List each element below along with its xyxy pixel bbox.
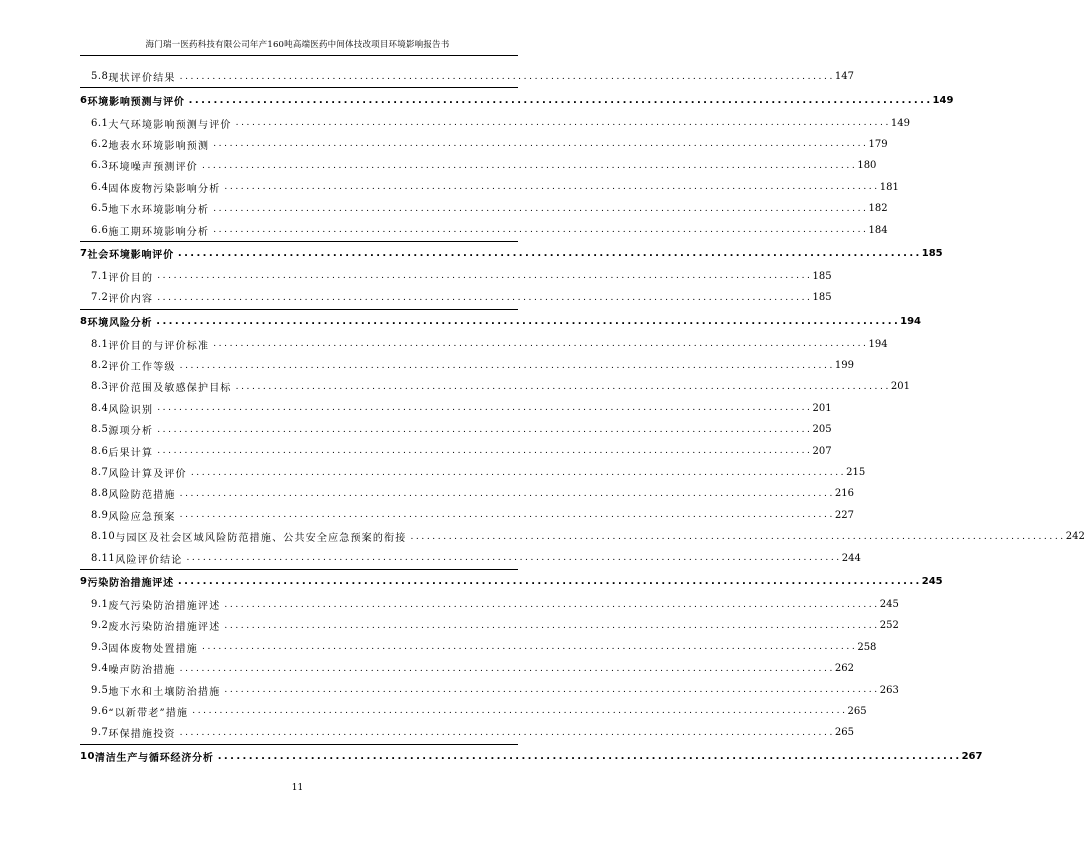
toc-section-entry[interactable] — [80, 594, 899, 615]
toc-entry-title: 风险应急预案 — [108, 511, 176, 523]
toc-entry-title: 风险计算及评价 — [108, 469, 187, 481]
toc-entry-title: 评价范围及敏感保护目标 — [108, 383, 232, 395]
toc-entry-title: 地下水和土壤防治措施 — [108, 686, 221, 698]
toc-entry-title: 污染防治措施评述 — [87, 578, 174, 590]
toc-entry-number: 8.6 — [91, 445, 109, 457]
toc-entry-title: 现状评价结果 — [108, 73, 176, 85]
toc-section-entry[interactable] — [80, 462, 866, 483]
toc-dot-leader: ........................................................................................................................ — [177, 248, 922, 260]
toc-entry-title: 环境风险分析 — [87, 318, 153, 330]
toc-entry-number: 8.9 — [91, 509, 109, 521]
toc-section-entry[interactable] — [80, 355, 855, 376]
toc-entry-page: 207 — [812, 445, 832, 457]
toc-entry-page: 185 — [812, 270, 832, 282]
toc-entry-page: 194 — [868, 338, 888, 350]
toc-chapter-entry[interactable] — [80, 87, 954, 112]
toc-chapter-entry[interactable] — [80, 569, 943, 594]
toc-chapter-entry[interactable] — [80, 241, 943, 266]
toc-entry-page: 179 — [868, 138, 888, 150]
toc-section-entry[interactable] — [80, 177, 899, 198]
toc-dot-leader: ........................................................................................................................ — [188, 94, 933, 106]
toc-entry-page: 262 — [834, 663, 855, 675]
toc-entry-number: 6.3 — [91, 160, 109, 172]
toc-entry-page: 185 — [921, 248, 943, 260]
toc-dot-leader: ........................................................................................................................ — [157, 424, 813, 435]
toc-entry-title: 评价内容 — [108, 294, 154, 306]
toc-section-entry[interactable] — [80, 334, 888, 355]
toc-entry-title: 与园区及社会区域风险防范措施、公共安全应急预案的衔接 — [115, 533, 407, 545]
toc-dot-leader: ........................................................................................................................ — [213, 203, 869, 214]
toc-entry-number: 8 — [80, 316, 88, 328]
toc-section-entry[interactable] — [80, 526, 1085, 547]
toc-entry-page: 244 — [841, 552, 861, 564]
toc-chapter-entry[interactable] — [80, 309, 922, 334]
toc-dot-leader: ........................................................................................................................ — [179, 360, 835, 371]
toc-entry-page: 205 — [812, 424, 832, 436]
toc-entry-number: 8.5 — [91, 424, 109, 436]
toc-section-entry[interactable] — [80, 547, 861, 568]
toc-section-entry[interactable] — [80, 398, 832, 419]
toc-entry-number: 8.3 — [91, 381, 109, 393]
toc-section-entry[interactable] — [80, 679, 899, 700]
toc-entry-page: 258 — [857, 641, 877, 653]
toc-entry-title: 噪声防治措施 — [108, 665, 176, 677]
toc-section-entry[interactable] — [80, 419, 832, 440]
toc-entry-number: 8.8 — [91, 488, 109, 500]
toc-entry-title: 风险防范措施 — [108, 490, 176, 502]
toc-dot-leader: ........................................................................................................................ — [213, 339, 869, 350]
toc-entry-number: 6.5 — [91, 203, 109, 215]
toc-section-entry[interactable] — [80, 219, 888, 240]
toc-entry-number: 9.1 — [91, 599, 109, 610]
toc-entry-number: 9.2 — [91, 620, 109, 632]
toc-entry-title: 施工期环境影响分析 — [108, 226, 210, 238]
toc-dot-leader: ........................................................................................................................ — [179, 488, 835, 499]
toc-entry-title: 废气污染防治措施评述 — [108, 601, 221, 612]
toc-section-entry[interactable] — [80, 134, 888, 155]
toc-entry-title: 废水污染防治措施评述 — [108, 622, 221, 634]
toc-entry-page: 182 — [868, 203, 888, 215]
toc-dot-leader: ........................................................................................................................ — [157, 292, 813, 303]
toc-dot-leader: ........................................................................................................................ — [235, 381, 891, 392]
toc-entry-title: 环境影响预测与评价 — [87, 96, 185, 108]
toc-entry-number: 8.11 — [91, 552, 116, 564]
toc-entry-number: 6.2 — [91, 138, 109, 150]
toc-section-entry[interactable] — [80, 112, 911, 133]
toc-entry-page: 245 — [921, 576, 943, 588]
toc-entry-title: 源项分析 — [108, 426, 154, 438]
toc-entry-title: 评价工作等级 — [108, 362, 176, 374]
toc-entry-number: 6.4 — [91, 181, 109, 193]
toc-entry-number: 9.4 — [91, 663, 109, 675]
toc-entry-number: 10 — [80, 751, 95, 763]
toc-entry-number: 9.6 — [91, 705, 109, 717]
toc-entry-title: 环境噪声预测评价 — [108, 162, 199, 174]
toc-dot-leader: ........................................................................................................................ — [202, 642, 858, 653]
toc-dot-leader: ........................................................................................................................ — [202, 160, 858, 171]
toc-entry-page: 265 — [847, 705, 867, 717]
toc-entry-number: 7.1 — [91, 270, 109, 282]
toc-dot-leader: ........................................................................................................................ — [186, 553, 842, 564]
running-header: 海门瑞一医药科技有限公司年产160吨高端医药中间体技改项目环境影响报告书 — [145, 40, 450, 50]
toc-section-entry[interactable] — [80, 66, 855, 87]
toc-entry-page: 185 — [812, 292, 832, 304]
toc-entry-page: 180 — [857, 160, 877, 172]
toc-dot-leader: ........................................................................................................................ — [224, 685, 880, 696]
toc-section-entry[interactable] — [80, 637, 877, 658]
toc-dot-leader: ........................................................................................................................ — [156, 316, 901, 328]
toc-entry-title: “以新带老”措施 — [108, 707, 189, 719]
toc-section-entry[interactable] — [80, 483, 855, 504]
toc-entry-page: 147 — [834, 71, 855, 83]
toc-dot-leader: ........................................................................................................................ — [179, 510, 835, 521]
toc-entry-number: 8.1 — [91, 338, 109, 350]
page-number: 11 — [291, 783, 304, 793]
toc-section-entry[interactable] — [80, 615, 899, 636]
toc-entry-page: 265 — [834, 727, 855, 739]
toc-entry-page: 252 — [879, 620, 899, 632]
toc-entry-title: 固体废物处置措施 — [108, 643, 199, 655]
toc-section-entry[interactable] — [80, 440, 832, 461]
toc-entry-page: 216 — [834, 488, 855, 500]
toc-entry-number: 9 — [80, 576, 88, 588]
toc-entry-title: 社会环境影响评价 — [87, 250, 174, 262]
toc-section-entry[interactable] — [80, 505, 855, 526]
toc-entry-title: 清洁生产与循环经济分析 — [94, 753, 214, 765]
toc-entry-page: 201 — [890, 381, 911, 393]
toc-dot-leader: ........................................................................................................................ — [157, 446, 813, 457]
toc-dot-leader: ........................................................................................................................ — [190, 467, 847, 478]
toc-dot-leader: ........................................................................................................................ — [235, 118, 891, 129]
toc-entry-number: 8.2 — [91, 360, 109, 372]
toc-entry-number: 9.5 — [91, 684, 109, 696]
toc-section-entry[interactable] — [80, 376, 911, 397]
toc-entry-page: 215 — [846, 467, 866, 479]
toc-dot-leader: ........................................................................................................................ — [224, 182, 880, 193]
toc-entry-title: 地下水环境影响分析 — [108, 205, 210, 217]
toc-dot-leader: ........................................................................................................................ — [224, 599, 880, 610]
toc-dot-leader: ........................................................................................................................ — [217, 751, 962, 763]
toc-entry-page: 149 — [890, 117, 911, 129]
toc-entry-page: 267 — [961, 751, 983, 763]
toc-entry-title: 大气环境影响预测与评价 — [108, 119, 232, 131]
toc-entry-page: 242 — [1065, 531, 1085, 543]
toc-entry-number: 8.10 — [91, 531, 116, 543]
toc-dot-leader: ........................................................................................................................ — [177, 576, 922, 588]
toc-entry-number: 9.7 — [91, 727, 109, 739]
toc-entry-number: 6.1 — [91, 117, 109, 129]
toc-dot-leader: ........................................................................................................................ — [179, 71, 835, 82]
toc-chapter-entry[interactable] — [80, 744, 983, 769]
toc-entry-title: 后果计算 — [108, 447, 154, 459]
toc-dot-leader: ........................................................................................................................ — [157, 271, 813, 282]
toc-entry-title: 风险评价结论 — [115, 554, 183, 566]
toc-section-entry[interactable] — [80, 266, 832, 287]
toc-section-entry[interactable] — [80, 155, 877, 176]
toc-entry-page: 201 — [812, 402, 832, 414]
toc-section-entry[interactable] — [80, 658, 855, 679]
toc-dot-leader: ........................................................................................................................ — [213, 225, 869, 236]
toc-entry-page: 194 — [900, 316, 922, 328]
toc-entry-title: 环保措施投资 — [108, 729, 176, 741]
header-rule — [80, 55, 518, 56]
toc-dot-leader: ........................................................................................................................ — [224, 620, 880, 631]
toc-section-entry[interactable] — [80, 722, 855, 743]
toc-entry-page: 263 — [879, 684, 899, 696]
toc-entry-page: 184 — [868, 224, 888, 236]
toc-dot-leader: ........................................................................................................................ — [213, 139, 869, 150]
toc-entry-page: 149 — [932, 94, 954, 106]
toc-entry-title: 固体废物污染影响分析 — [108, 183, 221, 195]
toc-entry-number: 9.3 — [91, 641, 109, 653]
toc-entry-title: 风险识别 — [108, 404, 154, 416]
toc-section-entry[interactable] — [80, 198, 888, 219]
toc-entry-number: 6 — [80, 94, 88, 106]
toc-entry-number: 6.6 — [91, 224, 109, 236]
toc-entry-number: 8.7 — [91, 467, 109, 479]
toc-dot-leader: ........................................................................................................................ — [179, 727, 835, 738]
toc-dot-leader: ........................................................................................................................ — [157, 403, 813, 414]
toc-entry-title: 评价目的 — [108, 272, 154, 284]
toc-entry-number: 7.2 — [91, 292, 109, 304]
toc-entry-page: 199 — [834, 360, 855, 372]
toc-entry-page: 181 — [879, 181, 899, 193]
table-of-contents — [80, 66, 1085, 769]
toc-section-entry[interactable] — [80, 287, 832, 308]
toc-entry-number: 8.4 — [91, 402, 109, 414]
toc-dot-leader: ........................................................................................................................ — [192, 706, 848, 717]
toc-entry-title: 评价目的与评价标准 — [108, 340, 210, 352]
toc-entry-number: 5.8 — [91, 71, 109, 83]
toc-entry-title: 地表水环境影响预测 — [108, 140, 210, 152]
toc-section-entry[interactable] — [80, 701, 867, 722]
toc-entry-page: 227 — [834, 509, 855, 521]
toc-entry-number: 7 — [80, 248, 88, 260]
toc-entry-page: 245 — [879, 599, 899, 610]
toc-dot-leader: ........................................................................................................................ — [179, 663, 835, 674]
toc-dot-leader: ........................................................................................................................ — [410, 531, 1066, 542]
